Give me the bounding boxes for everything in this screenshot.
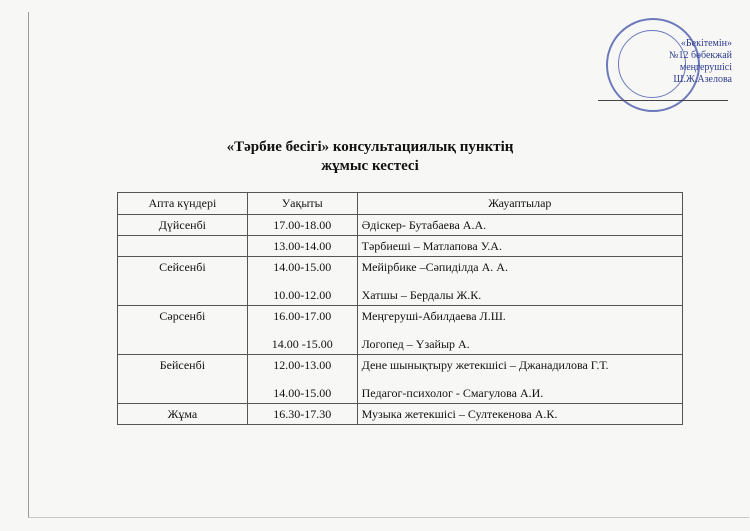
day-label	[122, 236, 243, 256]
table-row	[118, 257, 683, 306]
table-row	[118, 236, 683, 257]
responsible-person: Мейірбике –Сәпиділда А. А.	[361, 260, 508, 274]
time-value: 14.00-15.00	[273, 386, 332, 400]
day-cell	[118, 355, 248, 404]
table-row	[118, 215, 683, 236]
responsible-cell	[357, 355, 682, 404]
time-value: 17.00-18.00	[273, 218, 332, 232]
time-value: 13.00-14.00	[273, 239, 332, 253]
approval-line-3: Ш.Ж.Азелова	[673, 74, 732, 85]
responsible-cell	[357, 404, 682, 425]
document-title	[120, 138, 620, 176]
day-label: Бейсенбі	[159, 358, 206, 372]
responsible-person: Логопед – Үзайыр А.	[361, 337, 470, 351]
table-row	[118, 355, 683, 404]
table-row	[118, 306, 683, 355]
responsible-cell	[357, 257, 682, 306]
responsible-cell	[357, 236, 682, 257]
day-label: Сәрсенбі	[159, 309, 206, 323]
time-cell	[247, 404, 357, 425]
title-line-1: «Тәрбие бесігі» консультациялық пунктің	[226, 139, 514, 155]
header-days: Апта күндері	[118, 193, 248, 215]
day-label: Жұма	[167, 407, 198, 421]
approval-line-1: «Бекітемін»	[680, 38, 732, 49]
day-cell	[118, 215, 248, 236]
time-cell	[247, 257, 357, 306]
responsible-person: Музыка жетекшісі – Султекенова А.К.	[361, 407, 558, 421]
time-cell	[247, 215, 357, 236]
time-value: 14.00-15.00	[273, 260, 332, 274]
time-value: 10.00-12.00	[273, 288, 332, 302]
responsible-person: Тәрбиеші – Матлапова У.А.	[361, 239, 502, 253]
time-value: 16.30-17.30	[273, 407, 332, 421]
time-value: 16.00-17.00	[273, 309, 332, 323]
responsible-cell	[357, 215, 682, 236]
time-cell	[247, 306, 357, 355]
responsible-person: Дене шынықтыру жетекшісі – Джанадилова Г.Т.	[361, 358, 609, 372]
title-line-2: жұмыс кестесі	[321, 158, 419, 174]
approval-block	[624, 38, 732, 86]
responsible-person: Педагог-психолог - Смагулова А.И.	[361, 386, 544, 400]
responsible-cell	[357, 306, 682, 355]
signature-line	[598, 100, 728, 101]
responsible-person: Меңгеруші-Абилдаева Л.Ш.	[361, 309, 506, 323]
responsible-person: Әдіскер- Бутабаева А.А.	[361, 218, 487, 232]
schedule-table	[117, 192, 683, 425]
table-header-row	[118, 193, 683, 215]
header-time: Уақыты	[247, 193, 357, 215]
header-responsible: Жауаптылар	[357, 193, 682, 215]
day-cell	[118, 404, 248, 425]
day-cell	[118, 236, 248, 257]
responsible-person: Хатшы – Бердалы Ж.К.	[361, 288, 482, 302]
day-label: Сейсенбі	[159, 260, 206, 274]
day-cell	[118, 257, 248, 306]
time-cell	[247, 355, 357, 404]
time-value: 12.00-13.00	[273, 358, 332, 372]
time-cell	[247, 236, 357, 257]
table-row	[118, 404, 683, 425]
approval-line-2: №12 бөбекжай меңгерушісі	[668, 50, 732, 73]
day-cell	[118, 306, 248, 355]
time-value: 14.00 -15.00	[271, 337, 333, 351]
day-label: Дүйсенбі	[158, 218, 207, 232]
